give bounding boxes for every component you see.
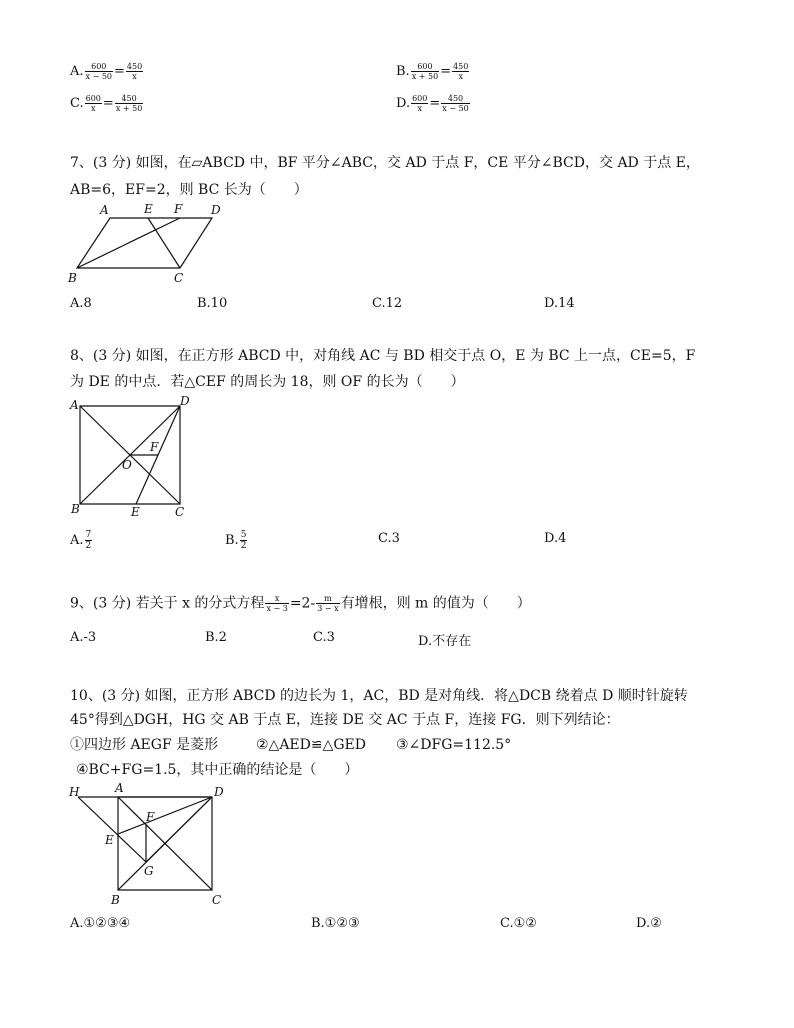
q10-label-e: E [105,833,114,847]
q8-option-b: B. $\frac{5}{2}$ [225,530,247,551]
q8-option-d: D.4 [544,531,567,546]
q8-label-f: F [150,440,159,454]
q7-option-a: A.8 [70,296,92,311]
q8-square-figure [64,392,204,522]
q10-option-a: A.①②③④ [70,916,131,931]
q10-text-line1: 10、(3 分) 如图，正方形 ABCD 的边长为 1，AC，BD 是对角线．将△DCB 绕着点 D 顺时针旋转 [70,688,688,704]
q8-label-a: A [70,398,79,412]
q10-option-c: C.①② [500,916,537,931]
q10-label-h: H [69,785,80,799]
q10-label-d: D [214,785,224,799]
q10-label-c: C [212,893,222,907]
q9-text: 9、(3 分) 若关于 x 的分式方程 $\frac{x}{x - 3}$ =2- $\frac{m}{3 - x}$ 有增根，则 m 的值为（ ） [70,594,531,613]
q10-label-f: F [146,810,155,824]
q10-label-a: A [115,781,124,795]
q9-option-c: C.3 [313,630,335,645]
q10-text-line4: ④BC+FG=1.5，其中正确的结论是（ ） [76,762,359,778]
q10-label-g: G [144,864,154,878]
q7-parallelogram-figure [64,198,244,288]
q9-option-b: B.2 [205,630,227,645]
q10-square-figure [64,780,234,910]
q10-label-b: B [111,893,120,907]
q6-option-b: B. $\frac{600}{x + 50}$ = $\frac{450}{x}$ [396,62,469,81]
q10-segment-de [118,797,212,834]
q10-conclusion-2: ②△AED≌△GED [256,737,366,753]
q10-text-line2: 45°得到△DGH，HG 交 AB 于点 E，连接 DE 交 AC 于点 F，连接 FG．则下列结论： [70,712,620,728]
q7-parallelogram-abcd [77,218,212,268]
q7-label-d: D [211,203,221,217]
q7-label-b: B [68,271,77,285]
q10-segment-hg [78,797,146,862]
q7-option-c: C.12 [372,296,403,311]
q6-option-c: C. $\frac{600}{x}$ = $\frac{450}{x + 50}$ [70,94,143,113]
q6-option-a: A. $\frac{600}{x - 50}$ = $\frac{450}{x}$ [70,62,143,81]
q7-label-e: E [144,202,153,216]
q10-conclusion-1: ①四边形 AEGF 是菱形 [70,737,219,753]
q10-option-d: D.② [636,916,662,931]
q7-label-c: C [174,271,184,285]
q6-option-d: D. $\frac{600}{x}$ = $\frac{450}{x - 50}$ [396,94,469,113]
q7-label-a: A [100,203,109,217]
q7-option-b: B.10 [197,296,228,311]
q8-text-line1: 8、(3 分) 如图，在正方形 ABCD 中，对角线 AC 与 BD 相交于点 O，E 为 BC 上一点，CE=5，F [70,348,696,364]
q7-text-line1: 7、(3 分) 如图，在▱ABCD 中，BF 平分∠ABC，交 AD 于点 F，CE 平分∠BCD，交 AD 于点 E， [70,155,700,171]
q8-option-c: C.3 [378,531,400,546]
q8-label-c: C [175,505,185,519]
q8-label-b: B [71,502,80,516]
q8-label-d: D [180,394,190,408]
q9-option-d: D.不存在 [418,634,472,649]
q10-conclusion-3: ③∠DFG=112.5° [396,737,512,753]
q8-text-line2: 为 DE 的中点．若△CEF 的周长为 18，则 OF 的长为（ ） [70,374,465,390]
q8-option-a: A. $\frac{7}{2}$ [70,530,92,551]
q8-label-e: E [131,505,140,519]
q7-option-d: D.14 [544,296,575,311]
q8-label-o: O [122,458,132,472]
q9-option-a: A.-3 [70,630,97,645]
q7-text-line2: AB=6，EF=2，则 BC 长为（ ） [70,182,308,198]
q10-option-b: B.①②③ [311,916,360,931]
q7-label-f: F [174,202,183,216]
